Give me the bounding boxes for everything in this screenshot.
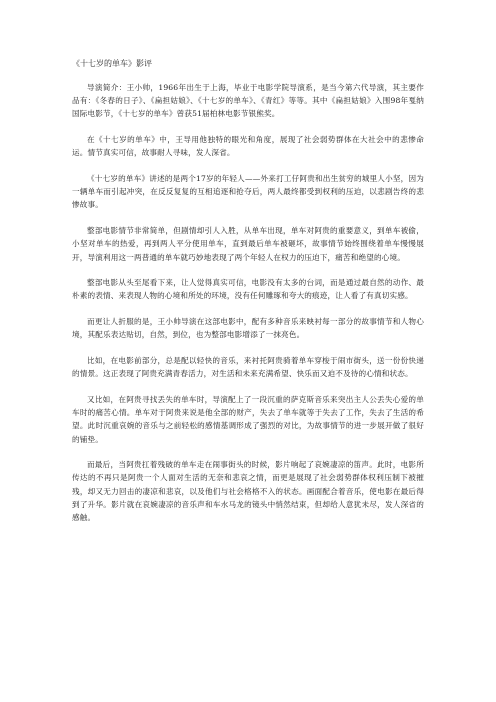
document-page	[72, 58, 424, 524]
paragraph-ending: 而最后，当阿贵扛着残破的单车走在闹事街头的时候，影片响起了哀婉凄凉的笛声。此时，电影所传达的不再只是阿贵一个人面对生活的无奈和悲哀之情，而更是展现了社会弱势群体权利压制下被摧残，却又无力回击的凄凉和悲哀，以及他们与社会格格不入的状态。画面配合着音乐，使电影在最后得到了升华。影片就在哀婉凄凉的音乐声和车水马龙的镜头中悄然结束，但却给人意犹未尽，发人深省的感触。	[72, 460, 424, 523]
paragraph-music-example-2: 又比如，在阿贵寻找丢失的单车时，导演配上了一段沉重的萨克斯音乐来突出主人公丢失心爱的单车时的痛苦心情。单车对于阿贵来说是他全部的财产，失去了单车就等于失去了工作，失去了生活的希望。此时沉重哀婉的音乐与之前轻松的感情基调形成了强烈的对比，为故事情节的进一步展开做了很好的铺垫。	[72, 394, 424, 444]
paragraph-realism: 整部电影从头至尾看下来，让人觉得真实可信，电影没有太多的台词，而是通过最自然的动作、最朴素的表情、来表现人物的心境和所处的环境，没有任何雕琢和夸大的痕迹，让人看了有真切实感。	[72, 278, 424, 301]
paragraph-music-example-1: 比如，在电影前部分，总是配以轻快的音乐，来衬托阿贵骑着单车穿梭于闹市街头，送一份份快递的情景。这正表现了阿贵充满青春活力，对生活和未来充满希望、快乐而又迫不及待的心情和状态。	[72, 356, 424, 379]
paragraph-music: 而更让人折服的是，王小帅导演在这部电影中，配有多种音乐来映衬每一部分的故事情节和人物心境，其配乐表达贴切，自然，到位，也为整部电影增添了一抹亮色。	[72, 317, 424, 340]
paragraph-storyline: 整部电影情节非常简单，但剧情却引人入胜，从单车出现，单车对阿贵的重要意义，到单车被偷，小坚对单车的热爱，再到两人平分使用单车，直到最后单车被砸坏，故事情节始终围绕着单车慢慢展开，导演利用这一两普通的单车就巧妙地表现了两个年轻人在权力的压迫下，痛苦和绝望的心境。	[72, 226, 424, 262]
paragraph-overview: 在《十七岁的单车》中，王导用他独特的眼光和角度，展现了社会弱势群体在大社会中的悲惨命运。情节真实可信，故事耐人寻味，发人深省。	[72, 135, 424, 158]
paragraph-director-intro: 导演简介：王小帅，1966年出生于上海，毕业于电影学院导演系，是当今第六代导演，其主要作品有：《冬春的日子》、《扁担姑娘》、《十七岁的单车》、《青红》等等。其中《扁担姑娘》入围98年戛纳国际电影节，《十七岁的单车》曾获51届柏林电影节银熊奖。	[72, 83, 424, 119]
paragraph-plot: 《十七岁的单车》讲述的是两个17岁的年轻人——外来打工仔阿贵和出生贫穷的城里人小坚，因为一辆单车而引起冲突，在反反复复的互相追逐和抢夺后，两人最终都受到权利的压迫，以悲剧告终的悲惨故事。	[72, 174, 424, 210]
document-title: 《十七岁的单车》影评	[72, 59, 152, 68]
